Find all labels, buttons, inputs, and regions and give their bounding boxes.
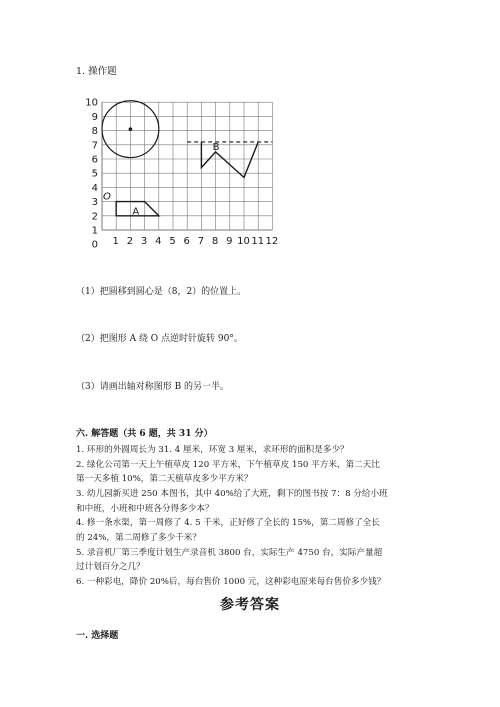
y-tick-label: 1 [91,225,98,237]
grid-lines [102,102,272,230]
y-tick-label: 3 [91,197,98,209]
y-tick-label: 6 [91,154,98,166]
question-3: （3）请画出轴对称图形 B 的另一半。 [76,382,230,392]
y-tick-label: 9 [91,111,98,123]
problem-line: 过计划百分之几？ [76,562,145,572]
y-tick-label: 5 [91,168,98,180]
coordinate-grid [85,94,279,254]
shape-a-label: A [132,206,140,218]
y-tick-label: 8 [91,126,98,138]
question-1: （1）把圆移到圆心是（8，2）的位置上。 [76,287,247,297]
y-tick-label: 4 [91,182,98,194]
answers-title: 参考答案 [220,597,280,613]
x-tick-label: 11 [251,236,265,247]
problem-line: 5. 录音机厂第三季度计划生产录音机 3800 台，实际生产 4750 台，实际产量超 [76,548,383,558]
x-tick-label: 2 [126,236,134,247]
x-tick-label: 12 [265,236,279,247]
problem-line: 3. 幼儿园新买进 250 本图书，其中 40%给了大班，剩下的图书按 7：8 分给小班 [76,489,388,499]
x-tick-label: 4 [155,236,162,247]
x-tick-label: 10 [237,236,250,247]
x-tick-label: 1 [112,236,119,247]
x-tick-label: 5 [169,236,176,247]
answers-section-one: 一. 选择题 [76,631,119,641]
x-tick-label: 8 [211,236,219,247]
x-axis-labels [113,236,279,247]
problem-line: 2. 绿化公司第一天上午植草皮 120 平方米，下午植草皮 150 平方米，第二天比 [76,460,380,470]
circle-center-dot [129,127,133,131]
problem-line: 第一天多植 10%，第二天植草皮多少平方米？ [76,474,253,484]
shape-b-label: B [212,141,220,153]
y-tick-label: 7 [91,140,98,152]
x-tick-label: 3 [140,236,148,247]
section-title-operations: 1. 操作题 [76,66,117,77]
y-axis-labels [85,98,98,251]
question-2: （2）把图形 A 绕 O 点逆时针旋转 90°。 [76,334,243,344]
problem-line: 和中班，小班和中班各分得多少本？ [76,504,214,514]
y-tick-label: 0 [91,239,98,251]
problem-line: 6. 一种彩电，降价 20%后，每台售价 1000 元，这种彩电原来每台售价多少钱？ [76,577,386,587]
x-tick-label: 6 [183,236,190,247]
origin-label: O [103,191,111,203]
y-tick-label: 2 [91,211,98,223]
problem-line: 的 24%，第二周修了多少千米？ [76,533,201,543]
x-tick-label: 9 [226,236,233,247]
section-six-title: 六. 解答题（共 6 题，共 31 分） [76,429,213,439]
problem-line: 4. 修一条水渠，第一周修了 4. 5 千米，正好修了全长的 15%，第二周修了全长 [76,518,380,528]
x-tick-label: 7 [197,236,205,247]
y-tick-label: 10 [85,97,98,109]
problem-line: 1. 环形的外圆周长为 31. 4 厘米，环宽 3 厘米，求环形的面积是多少？ [76,445,349,455]
